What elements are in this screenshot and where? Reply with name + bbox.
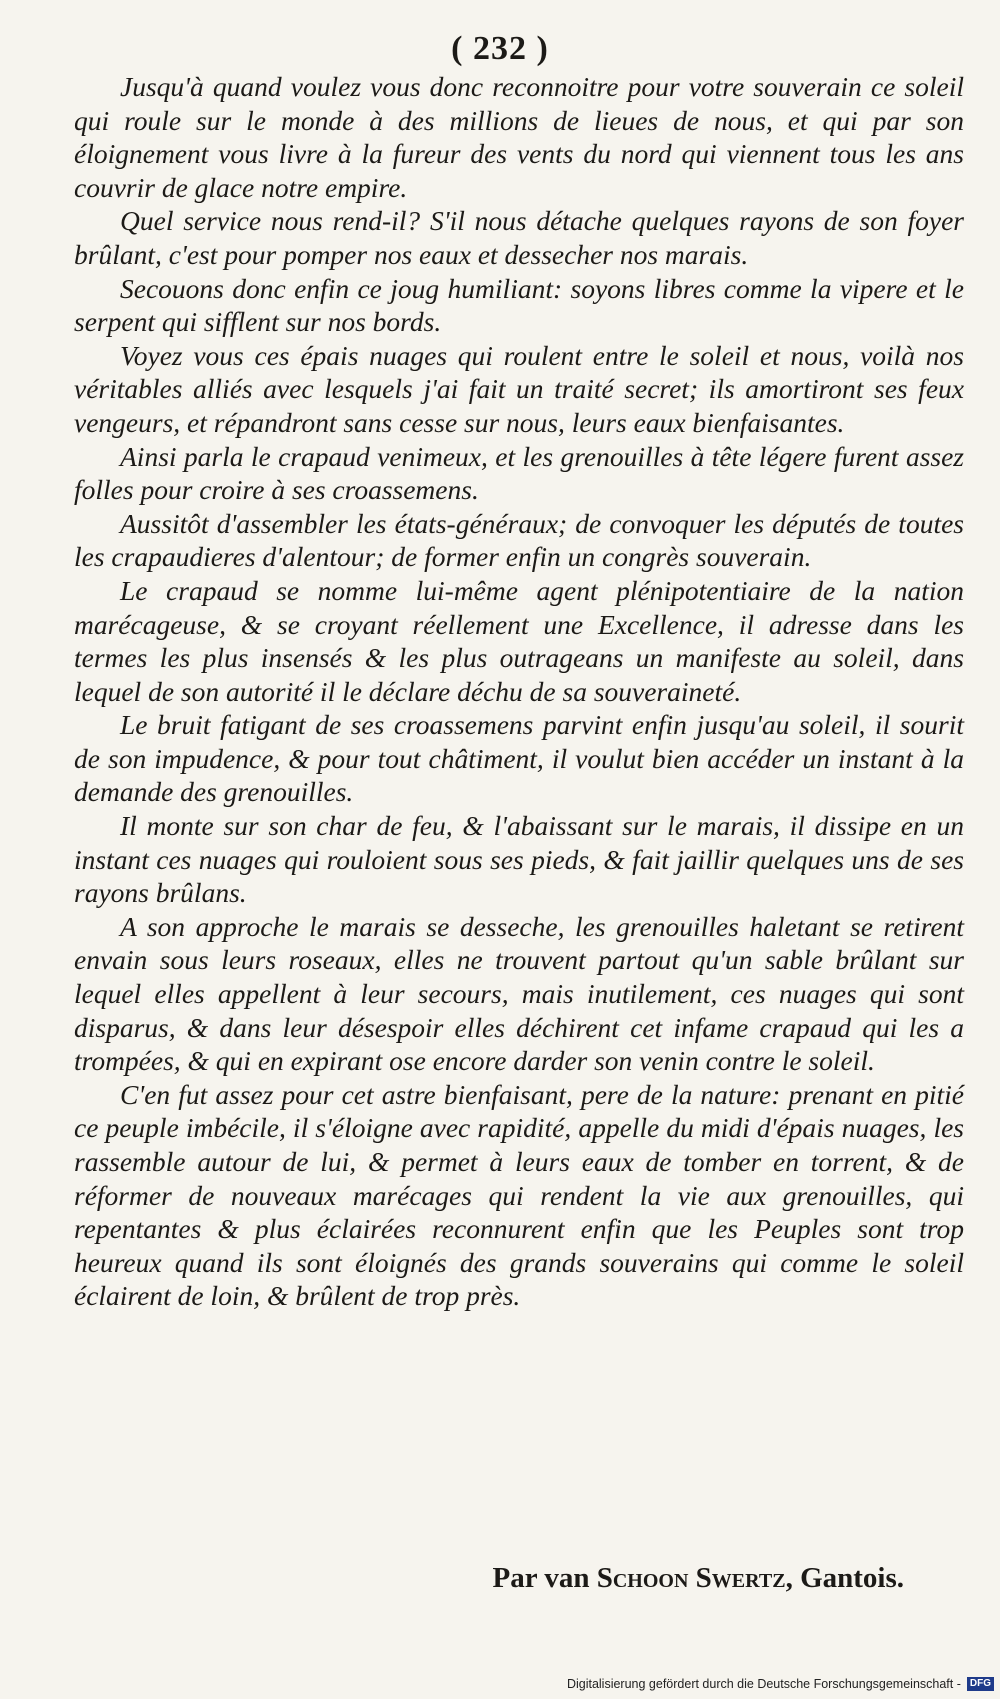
author-signature xyxy=(493,1562,904,1595)
body-text xyxy=(74,70,964,1313)
paragraph: Jusqu'à quand voulez vous donc reconnoitre pour votre souverain ce soleil qui roule sur le monde à des millions de lieues de nous, et qui par son éloignement vous livre à la fureur des vents du nord qui viennent tous les ans couvrir de glace notre empire. xyxy=(74,71,964,203)
paragraph: Il monte sur son char de feu, & l'abaissant sur le marais, il dissipe en un instant ces nuages qui rouloient sous ses pieds, & fait jaillir quelques uns de ses rayons brûlans. xyxy=(74,810,964,909)
signature-name: Schoon Swertz xyxy=(596,1562,786,1594)
signature-suffix: , Gantois. xyxy=(785,1562,904,1594)
footer-text: Digitalisierung gefördert durch die Deutsche Forschungsgemeinschaft - xyxy=(566,1677,961,1691)
dfg-logo: DFG xyxy=(967,1677,994,1691)
page-number: ( 232 ) xyxy=(451,30,549,67)
paragraph: C'en fut assez pour cet astre bienfaisant, pere de la nature: prenant en pitié ce peuple imbécile, il s'éloigne avec rapidité, appelle du midi d'épais nuages, les rassemble autour de lui, & permet à leurs eaux de tomber en torrent, & de réformer de nouveaux marécages qui rendent la vie aux grenouilles, qui repentantes & plus éclairées reconnurent enfin que les Peuples sont trop heureux quand ils sont éloignés des grands souverains qui comme le soleil éclairent de loin, & brûlent de trop près. xyxy=(74,1078,964,1312)
paragraph: Aussitôt d'assembler les états-généraux; de convoquer les députés de toutes les crapaudieres d'alentour; de former enfin un congrès souverain. xyxy=(74,507,964,573)
paragraph: A son approche le marais se desseche, les grenouilles haletant se retirent envain sous leurs roseaux, elles ne trouvent partout qu'un sable brûlant sur lequel elles appellent à leur secours, mais inutilement, ces nuages qui sont disparus, & dans leur désespoir elles déchirent cet infame crapaud qui les a trompées, & qui en expirant ose encore darder son venin contre le soleil. xyxy=(74,910,964,1077)
paragraph: Ainsi parla le crapaud venimeux, et les grenouilles à tête légere furent assez folles pour croire à ses croassemens. xyxy=(74,440,964,506)
paragraph: Le crapaud se nomme lui-même agent plénipotentiaire de la nation marécageuse, & se croyant réellement une Excellence, il adresse dans les termes les plus insensés & les plus outrageans un manifeste au soleil, dans lequel de son autorité il le déclare déchu de sa souveraineté. xyxy=(74,574,964,707)
paragraph: Quel service nous rend-il? S'il nous détache quelques rayons de son foyer brûlant, c'est pour pomper nos eaux et dessecher nos marais. xyxy=(74,205,964,270)
signature-prefix: Par van xyxy=(492,1562,597,1594)
digitization-footer xyxy=(567,1677,994,1691)
paragraph: Secouons donc enfin ce joug humiliant: soyons libres comme la vipere et le serpent qui sifflent sur nos bords. xyxy=(74,272,964,338)
paragraph: Voyez vous ces épais nuages qui roulent entre le soleil et nous, voilà nos véritables alliés avec lesquels j'ai fait un traité secret; ils amortiront ses feux vengeurs, et répandront sans cesse sur nous, leurs eaux bienfaisantes. xyxy=(74,339,964,438)
paragraph: Le bruit fatigant de ses croassemens parvint enfin jusqu'au soleil, il sourit de son impudence, & pour tout châtiment, il voulut bien accéder un instant à la demande des grenouilles. xyxy=(74,709,964,808)
